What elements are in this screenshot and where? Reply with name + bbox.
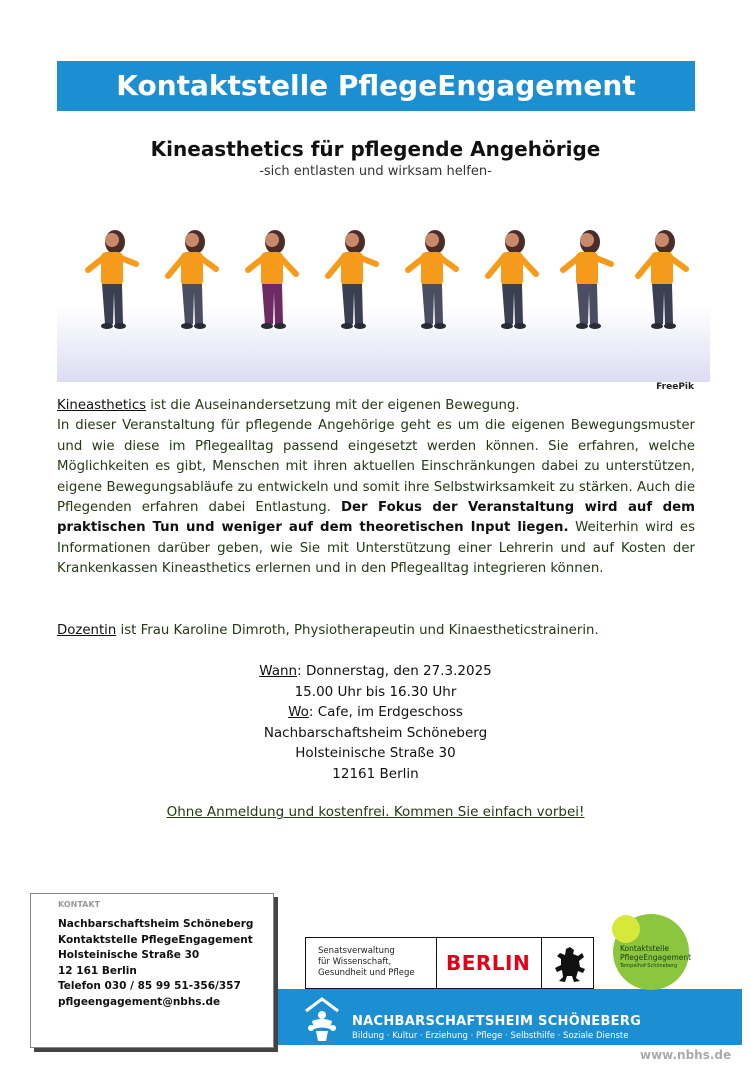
where-label: Wo: [288, 704, 309, 720]
senate-line: Senatsverwaltung: [318, 946, 395, 956]
contact-box: [30, 893, 274, 1048]
contact-heading: KONTAKT: [58, 900, 101, 909]
term-kineasthetics: Kineasthetics: [57, 398, 147, 413]
street-line: Holsteinische Straße 30: [295, 745, 456, 761]
footer-org-name: NACHBARSCHAFTSHEIM SCHÖNEBERG: [352, 1014, 642, 1029]
contact-line: Holsteinische Straße 30: [58, 949, 200, 961]
description-closing: Weiterhin wird es Informationen darüber geben, wie Sie mit Unterstützung einer Lehrerin und auf Kosten der Krankenkassen Kineasthetics erlernen und in den Pflegealltag integrieren können.: [57, 520, 695, 577]
where-value: : Cafe, im Erdgeschoss: [308, 704, 463, 720]
location-line: [0, 702, 751, 723]
contact-email[interactable]: pflgeengagement@nbhs.de: [58, 995, 221, 1008]
website-link[interactable]: www.nbhs.de: [640, 1048, 732, 1062]
venue-line: Nachbarschaftsheim Schöneberg: [263, 724, 488, 741]
people-illustration: [57, 212, 710, 382]
kpe-line: Kontaktstelle: [620, 944, 669, 953]
senate-line: Gesundheit und Pflege: [318, 968, 415, 978]
event-subtitle: -sich entlasten und wirksam helfen-: [259, 164, 492, 179]
kpe-line: PflegeEngagement: [620, 952, 692, 962]
description: [57, 396, 695, 580]
contact-phone: Telefon 030 / 85 99 51-356/357: [58, 980, 241, 992]
contact-line: Kontaktstelle PflegeEngagement: [58, 933, 253, 946]
image-credit: FreePik: [656, 382, 694, 392]
when-value: : Donnerstag, den 27.3.2025: [297, 663, 492, 679]
description-paragraph: In dieser Veranstaltung für pflegende Angehörige geht es um die eigenen Bewegungsmuster und wie diese im Pflegealltag passend eingesetzt werden können. Sie erfahren, welche Möglichkeiten es gibt, Menschen mit ihren aktuellen Einschränkungen dabei zu unterstützen, eigene Bewegungsabläufe zu entwickeln und somit ihre Selbstwirksamkeit zu stärken. Auch die Pflegenden erfahren dabei Entlastung.: [57, 418, 695, 516]
intro-sentence: ist die Auseinandersetzung mit der eigenen Bewegung.: [146, 398, 520, 413]
kpe-logo-text: [620, 945, 691, 971]
senate-logo: [305, 937, 594, 989]
instructor-line: [57, 621, 697, 641]
header-banner: Kontaktstelle PflegeEngagement: [57, 61, 695, 111]
kpe-line: Tempelhof-Schöneberg: [620, 963, 678, 969]
contact-line: Nachbarschaftsheim Schöneberg: [58, 918, 254, 930]
berlin-bear-icon: [552, 945, 588, 983]
event-details: [0, 661, 751, 784]
nbhs-logo-icon: [302, 995, 342, 1043]
instructor-text: ist Frau Karoline Dimroth, Physiotherapeutin und Kinaestheticstrainerin.: [116, 623, 599, 638]
instructor-label: Dozentin: [57, 623, 117, 638]
cta-text: Ohne Anmeldung und kostenfrei. Kommen Sie einfach vorbei!: [166, 804, 585, 820]
berlin-wordmark: BERLIN: [446, 951, 531, 975]
city-line: 12161 Berlin: [332, 765, 419, 782]
time-line: 15.00 Uhr bis 16.30 Uhr: [294, 683, 457, 700]
footer-tagline: Bildung · Kultur · Erziehung · Pflege · Selbsthilfe · Soziale Dienste: [352, 1031, 629, 1041]
contact-line: 12 161 Berlin: [58, 964, 137, 977]
when-label: Wann: [259, 663, 298, 679]
date-line: [0, 661, 751, 682]
call-to-action: [0, 804, 751, 820]
event-title: Kineasthetics für pflegende Angehörige: [150, 137, 601, 161]
focus-sentence: Der Fokus der Veranstaltung wird auf dem praktischen Tun und weniger auf dem theoretischen Input liegen.: [57, 500, 696, 536]
senate-line: für Wissenschaft,: [318, 957, 392, 967]
